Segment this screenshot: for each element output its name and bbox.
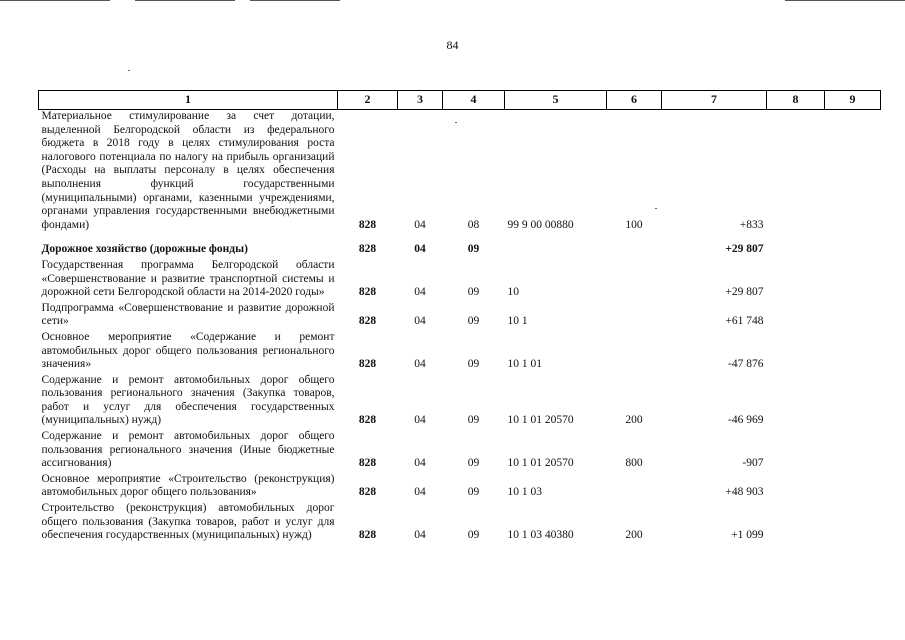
table-row: [39, 234, 881, 259]
subsection-code: 09: [467, 414, 480, 427]
header-col-1: 1: [39, 91, 338, 110]
subsection-code: 09: [467, 529, 480, 542]
target-article-code: 10 1 01 20570: [507, 414, 574, 427]
amount-change: +29 807: [725, 243, 764, 256]
empty-cell-col-9: [825, 302, 881, 331]
header-col-5: 5: [505, 91, 607, 110]
expense-type-code: [607, 331, 662, 374]
row-description: Государственная программа Белгородской области «Совершенствование и развитие транспортной системы и дорожной сети Белгородской области на 2014-2020 годы»: [41, 258, 335, 299]
empty-cell-col-9: [825, 473, 881, 502]
admin-code: 828: [358, 529, 377, 542]
empty-cell-col-9: [825, 430, 881, 473]
row-description: Содержание и ремонт автомобильных дорог общего пользования регионального значения (Иные бюджетные ассигнования): [41, 430, 335, 470]
row-description: Основное мероприятие «Строительство (реконструкция) автомобильных дорог общего пользования»: [41, 472, 335, 499]
admin-code: 828: [358, 486, 377, 499]
scan-speck: [128, 70, 130, 71]
target-article-code: 10 1 03: [507, 486, 542, 499]
empty-cell-col-8: [767, 374, 825, 430]
admin-code: 828: [358, 243, 377, 256]
section-code: 04: [414, 529, 426, 542]
table-row: [39, 473, 881, 502]
row-description: Дорожное хозяйство (дорожные фонды): [41, 243, 248, 256]
empty-cell-col-9: [825, 234, 881, 259]
page-number: 84: [446, 38, 459, 52]
target-article-code: 99 9 00 00880: [507, 218, 574, 231]
empty-cell-col-8: [767, 110, 825, 235]
empty-cell-col-8: [767, 331, 825, 374]
expense-type-code: [607, 234, 662, 259]
expense-type-code: 200: [625, 529, 643, 542]
expense-type-code: 100: [625, 218, 643, 231]
table-row: [39, 110, 881, 235]
expense-type-code: [607, 473, 662, 502]
expense-type-code: 800: [625, 457, 643, 470]
budget-table: [38, 90, 881, 545]
amount-change: -47 876: [728, 358, 764, 371]
amount-change: -907: [742, 457, 764, 470]
table-row: [39, 259, 881, 302]
expense-type-code: [607, 302, 662, 331]
subsection-code: 08: [467, 218, 480, 231]
subsection-code: 09: [467, 486, 480, 499]
empty-cell-col-9: [825, 259, 881, 302]
target-article-code: 10 1 01 20570: [507, 457, 574, 470]
table-body: [39, 110, 881, 545]
section-code: 04: [414, 358, 426, 371]
table-row: [39, 302, 881, 331]
scan-edge-line: [785, 0, 905, 1]
row-description: Материальное стимулирование за счет дотации, выделенной Белгородской области из федерального бюджета в 2018 году в целях стимулирования роста налогового потенциала по налогу на прибыль организаций (Расходы на выплаты персоналу в целях обеспечения выполнения функций государственными (муниципальными) органами, казенными учреждениями, органами управления государственными внебюджетными фондами): [41, 110, 335, 231]
amount-change: +29 807: [725, 286, 764, 299]
header-col-8: 8: [767, 91, 825, 110]
header-col-4: 4: [443, 91, 505, 110]
admin-code: 828: [358, 457, 377, 470]
empty-cell-col-8: [767, 430, 825, 473]
expense-type-code: [607, 259, 662, 302]
empty-cell-col-9: [825, 331, 881, 374]
admin-code: 828: [358, 414, 377, 427]
target-article-code: 10 1 01: [507, 358, 542, 371]
row-description: Содержание и ремонт автомобильных дорог общего пользования регионального значения (Закупка товаров, работ и услуг для обеспечения государственных (муниципальных) нужд): [41, 373, 335, 427]
table-row: [39, 430, 881, 473]
empty-cell-col-8: [767, 302, 825, 331]
empty-cell-col-9: [825, 374, 881, 430]
header-col-7: 7: [662, 91, 767, 110]
section-code: 04: [414, 486, 426, 499]
header-col-6: 6: [607, 91, 662, 110]
admin-code: 828: [358, 358, 377, 371]
amount-change: +61 748: [725, 315, 764, 328]
empty-cell-col-8: [767, 473, 825, 502]
section-code: 04: [414, 457, 426, 470]
row-description: Подпрограмма «Совершенствование и развитие дорожной сети»: [41, 301, 335, 328]
target-article-code: 10 1 03 40380: [507, 529, 574, 542]
amount-change: +1 099: [731, 529, 764, 542]
target-article-code: [505, 234, 607, 259]
admin-code: 828: [358, 286, 377, 299]
empty-cell-col-8: [767, 234, 825, 259]
subsection-code: 09: [467, 315, 480, 328]
subsection-code: 09: [467, 243, 480, 256]
header-col-3: 3: [398, 91, 443, 110]
section-code: 04: [414, 243, 426, 256]
header-col-2: 2: [338, 91, 398, 110]
table-row: [39, 374, 881, 430]
table-header-row: [39, 91, 881, 110]
scan-edge-line: [135, 0, 235, 1]
table-row: [39, 331, 881, 374]
admin-code: 828: [358, 218, 377, 231]
section-code: 04: [414, 414, 426, 427]
subsection-code: 09: [467, 358, 480, 371]
scan-edge-line: [250, 0, 340, 1]
empty-cell-col-8: [767, 502, 825, 545]
scan-edge-line: [0, 0, 110, 1]
section-code: 04: [414, 218, 426, 231]
subsection-code: 09: [467, 457, 480, 470]
amount-change: +833: [739, 218, 764, 231]
row-description: Строительство (реконструкция) автомобильных дорог общего пользования (Закупка товаров, работ и услуг для обеспечения государственных (муниципальных) нужд): [41, 502, 335, 542]
expense-type-code: 200: [625, 414, 643, 427]
admin-code: 828: [358, 315, 377, 328]
empty-cell-col-9: [825, 110, 881, 235]
amount-change: +48 903: [725, 486, 764, 499]
empty-cell-col-9: [825, 502, 881, 545]
section-code: 04: [414, 286, 426, 299]
subsection-code: 09: [467, 286, 480, 299]
target-article-code: 10: [507, 286, 519, 299]
header-col-9: 9: [825, 91, 881, 110]
target-article-code: 10 1: [507, 315, 528, 328]
section-code: 04: [414, 315, 426, 328]
amount-change: -46 969: [728, 414, 764, 427]
table-row: [39, 502, 881, 545]
empty-cell-col-8: [767, 259, 825, 302]
row-description: Основное мероприятие «Содержание и ремонт автомобильных дорог общего пользования регионального значения»: [41, 330, 335, 371]
